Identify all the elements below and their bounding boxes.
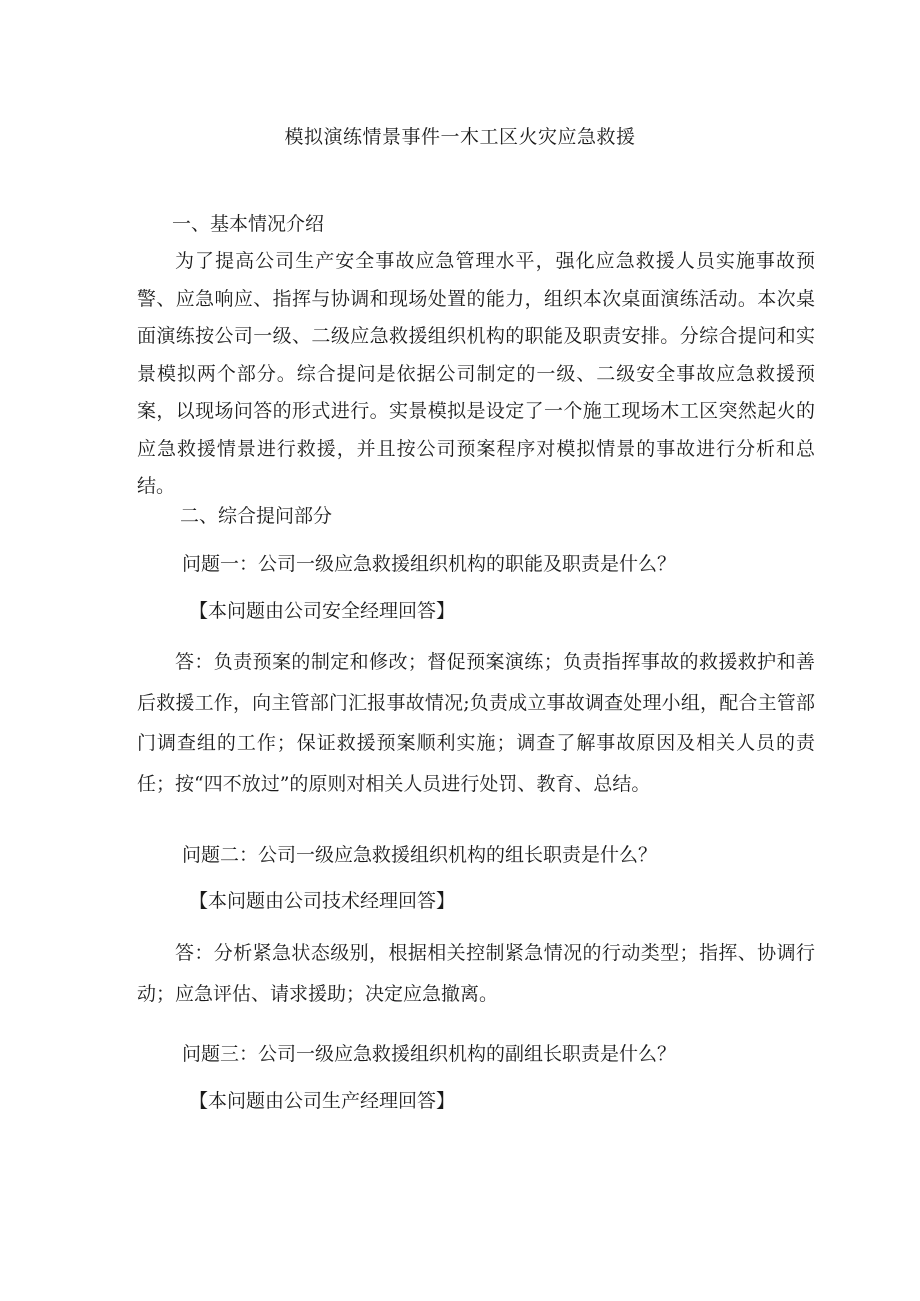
answer-text: 答：负责预案的制定和修改；督促预案演练；负责指挥事故的救援救护和善后救援工作，向主管部门汇报事故情况;负责成立事故调查处理小组，配合主管部门调查组的工作；保证救援预案顺利实施；调查了解事故原因及相关人员的责任；按“四不放过”的原则对相关人员进行处罚、教育、总结。 [137,651,815,795]
question-1-answer [137,642,815,804]
question-2-responder-note: 【本问题由公司技术经理回答】 [189,890,456,912]
question-1: 问题一：公司一级应急救援组织机构的职能及职责是什么？ [182,553,677,575]
section-heading-basic-info: 一、基本情况介绍 [172,213,325,235]
question-2-answer [137,933,815,1014]
section-heading-questions: 二、综合提问部分 [180,505,333,527]
paragraph-text: 为了提高公司生产安全事故应急管理水平，强化应急救援人员实施事故预警、应急响应、指挥与协调和现场处置的能力，组织本次桌面演练活动。本次桌面演练按公司一级、二级应急救援组织机构的职能及职责安排。分综合提问和实景模拟两个部分。综合提问是依据公司制定的一级、二级安全事故应急救援预案，以现场问答的形式进行。实景模拟是设定了一个施工现场木工区突然起火的应急救援情景进行救援，并且按公司预案程序对模拟情景的事故进行分析和总结。 [137,250,815,497]
answer-text: 答：分析紧急状态级别，根据相关控制紧急情况的行动类型；指挥、协调行动；应急评估、请求援助；决定应急撤离。 [137,942,815,1005]
question-2: 问题二：公司一级应急救援组织机构的组长职责是什么？ [182,844,658,866]
document-title: 模拟演练情景事件一木工区火灾应急救援 [284,126,636,148]
section-paragraph-basic-info [137,243,815,506]
question-1-responder-note: 【本问题由公司安全经理回答】 [189,600,456,622]
question-3-responder-note: 【本问题由公司生产经理回答】 [189,1090,456,1112]
question-3: 问题三：公司一级应急救援组织机构的副组长职责是什么？ [182,1043,677,1065]
